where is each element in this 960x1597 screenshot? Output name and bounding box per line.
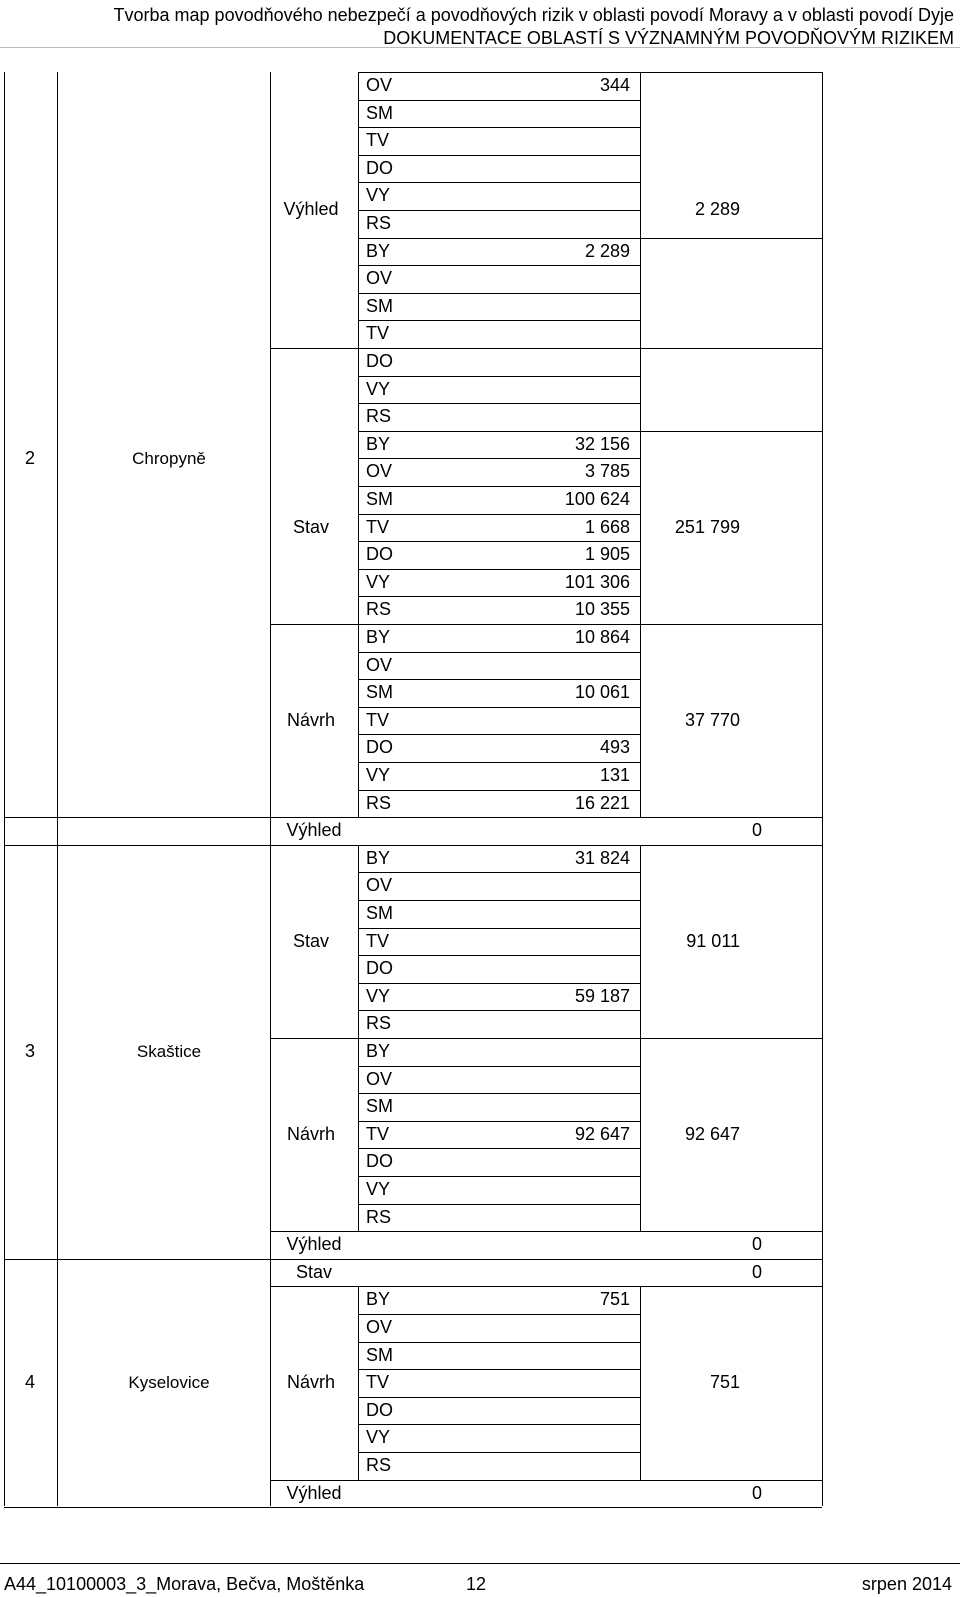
footer-divider bbox=[0, 1563, 960, 1564]
table-border-value-column bbox=[640, 1286, 641, 1479]
table-border-state-column bbox=[358, 431, 359, 624]
category-value: 751 bbox=[599, 1289, 630, 1310]
category-code: SM bbox=[366, 1096, 393, 1117]
state-total: 0 bbox=[751, 820, 762, 841]
table-border-value-column bbox=[640, 238, 641, 431]
category-value: 344 bbox=[599, 75, 630, 95]
category-value: 2 289 bbox=[584, 240, 630, 261]
category-code: SM bbox=[366, 295, 393, 316]
category-code: DO bbox=[366, 351, 393, 371]
category-value: 100 624 bbox=[564, 489, 630, 509]
table-border-state-column bbox=[358, 1286, 359, 1479]
state-total: 0 bbox=[751, 1234, 762, 1255]
state-total: 0 bbox=[751, 1482, 762, 1503]
category-code: RS bbox=[366, 1206, 392, 1227]
category-code: VY bbox=[366, 1427, 391, 1448]
category-value: 1 668 bbox=[584, 516, 630, 537]
table-border-left bbox=[4, 72, 5, 1506]
state-label: Výhled bbox=[286, 1234, 342, 1255]
category-code: TV bbox=[366, 516, 390, 537]
category-code: OV bbox=[366, 1068, 393, 1089]
category-code: SM bbox=[366, 102, 393, 123]
table-border-state-column bbox=[358, 624, 359, 817]
table-border-number-column bbox=[57, 72, 58, 1506]
category-code: DO bbox=[366, 737, 393, 758]
table-group-divider bbox=[270, 348, 822, 349]
table-border-state-column bbox=[358, 845, 359, 1038]
category-code: OV bbox=[366, 654, 393, 675]
category-value: 16 221 bbox=[574, 792, 630, 813]
state-total: 2 289 bbox=[694, 199, 740, 220]
category-code: DO bbox=[366, 1399, 393, 1420]
state-label: Výhled bbox=[286, 1482, 342, 1503]
state-total: 92 647 bbox=[684, 1123, 740, 1144]
category-code: RS bbox=[366, 599, 392, 620]
table-border-state-column bbox=[358, 238, 359, 431]
locality-name: Kyselovice bbox=[128, 1373, 210, 1393]
locality-number: 3 bbox=[24, 1041, 35, 1061]
category-code: RS bbox=[366, 1455, 392, 1475]
category-code: BY bbox=[366, 847, 391, 868]
category-code: DO bbox=[366, 1151, 393, 1172]
category-code: BY bbox=[366, 1041, 391, 1061]
locality-name: Chropyně bbox=[132, 448, 206, 468]
state-label: Výhled bbox=[286, 820, 342, 841]
state-label: Návrh bbox=[286, 709, 335, 730]
state-label: Návrh bbox=[286, 1372, 335, 1393]
category-code: VY bbox=[366, 185, 391, 206]
footer-document: A44_10100003_3_Morava, Bečva, Moštěnka bbox=[4, 1574, 365, 1594]
category-code: OV bbox=[366, 268, 393, 289]
table-border-right bbox=[822, 72, 823, 1506]
table-border-value-column bbox=[640, 431, 641, 624]
category-code: DO bbox=[366, 544, 393, 565]
category-code: TV bbox=[366, 130, 390, 151]
state-label: Stav bbox=[292, 516, 330, 537]
table-locality-divider bbox=[4, 1507, 822, 1508]
category-code: TV bbox=[366, 323, 390, 344]
category-code: RS bbox=[366, 213, 392, 233]
category-value: 10 355 bbox=[574, 599, 630, 620]
locality-number: 4 bbox=[24, 1372, 35, 1393]
header-subtitle: DOKUMENTACE OBLASTÍ S VÝZNAMNÝM POVODŇOVÝM RIZIKEM bbox=[383, 28, 954, 48]
category-code: RS bbox=[366, 406, 392, 427]
category-code: TV bbox=[366, 930, 390, 951]
category-value: 10 864 bbox=[574, 627, 630, 647]
category-code: SM bbox=[366, 1344, 393, 1365]
category-code: SM bbox=[366, 903, 393, 923]
table-border-value-column bbox=[640, 624, 641, 817]
table-border-value-column bbox=[640, 72, 641, 238]
category-code: SM bbox=[366, 682, 393, 703]
state-label: Návrh bbox=[286, 1123, 335, 1144]
category-code: RS bbox=[366, 1013, 392, 1034]
state-total: 37 770 bbox=[684, 709, 740, 730]
category-value: 101 306 bbox=[564, 571, 630, 592]
footer-date: srpen 2014 bbox=[861, 1574, 952, 1594]
category-code: VY bbox=[366, 571, 391, 592]
header-title: Tvorba map povodňového nebezpečí a povodňových rizik v oblasti povodí Moravy a v oblasti povodí Dyje bbox=[113, 5, 954, 25]
category-code: DO bbox=[366, 157, 393, 178]
category-code: TV bbox=[366, 1372, 390, 1393]
category-code: VY bbox=[366, 985, 391, 1006]
category-code: SM bbox=[366, 489, 393, 509]
category-code: OV bbox=[366, 875, 393, 896]
category-value: 92 647 bbox=[574, 1123, 630, 1144]
category-code: TV bbox=[366, 1123, 390, 1144]
table-border-value-column bbox=[640, 845, 641, 1038]
table-border-state-column bbox=[358, 1038, 359, 1231]
category-value: 31 824 bbox=[574, 847, 630, 868]
footer-page-number: 12 bbox=[466, 1574, 487, 1594]
state-total: 251 799 bbox=[674, 516, 740, 537]
category-code: OV bbox=[366, 1317, 393, 1337]
table-group-divider bbox=[270, 1038, 822, 1039]
category-value: 3 785 bbox=[584, 461, 630, 482]
category-value: 131 bbox=[599, 765, 630, 785]
category-value: 1 905 bbox=[584, 544, 630, 565]
locality-name: Skaštice bbox=[136, 1042, 202, 1061]
state-label: Stav bbox=[295, 1261, 333, 1282]
state-label: Stav bbox=[292, 930, 330, 951]
table-border-locality-column bbox=[270, 72, 271, 1506]
category-code: BY bbox=[366, 240, 391, 261]
category-code: VY bbox=[366, 765, 391, 785]
state-total: 91 011 bbox=[686, 930, 740, 951]
state-label: Výhled bbox=[283, 199, 339, 220]
category-code: BY bbox=[366, 433, 391, 454]
locality-number: 2 bbox=[24, 447, 35, 468]
category-value: 493 bbox=[599, 737, 630, 758]
category-code: VY bbox=[366, 378, 391, 399]
category-code: OV bbox=[366, 461, 393, 482]
category-value: 10 061 bbox=[574, 682, 630, 703]
category-code: BY bbox=[366, 627, 391, 647]
state-total: 0 bbox=[751, 1261, 762, 1282]
category-code: TV bbox=[366, 709, 390, 730]
category-code: RS bbox=[366, 792, 392, 813]
category-value: 32 156 bbox=[574, 433, 630, 454]
category-code: OV bbox=[366, 75, 393, 95]
table-border-value-column bbox=[640, 1038, 641, 1231]
category-code: VY bbox=[366, 1179, 391, 1199]
category-code: BY bbox=[366, 1289, 391, 1310]
state-total: 751 bbox=[709, 1372, 740, 1393]
category-value: 59 187 bbox=[574, 985, 630, 1006]
category-code: DO bbox=[366, 958, 393, 979]
